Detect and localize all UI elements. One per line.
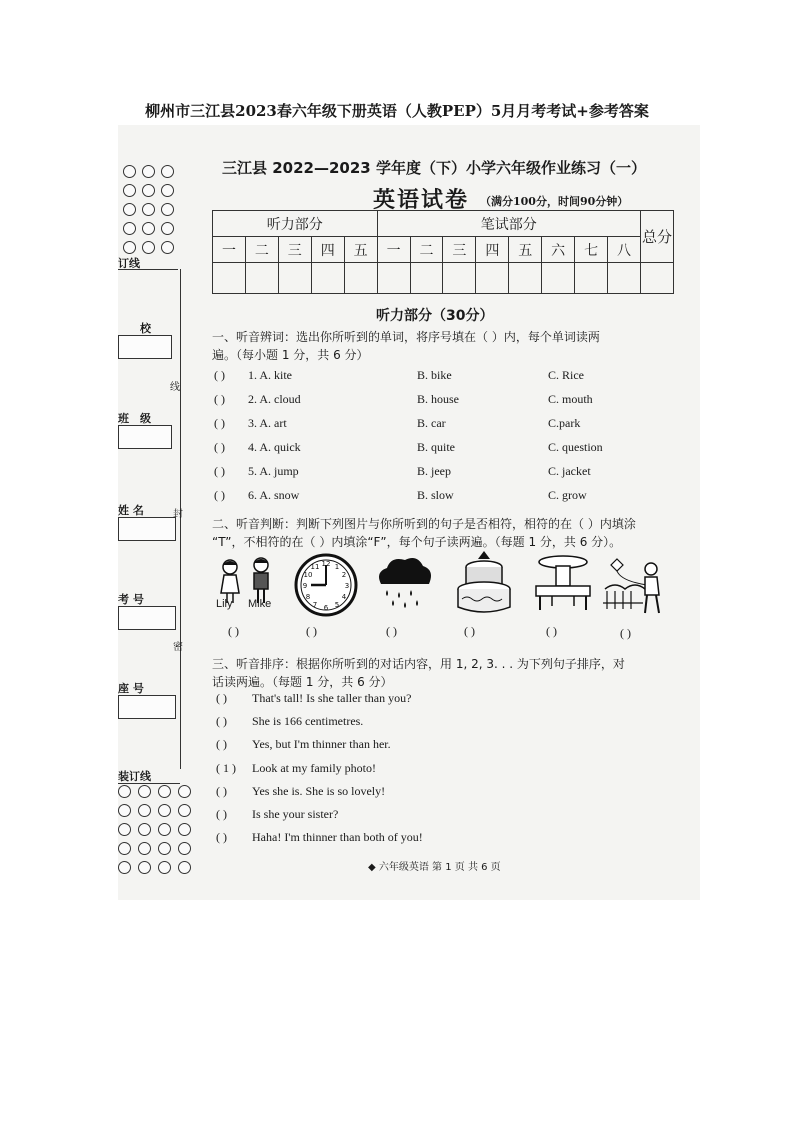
bubble xyxy=(178,842,191,855)
clock-picture xyxy=(293,552,359,618)
option-c: C. grow xyxy=(548,488,587,502)
xian-char: 线 xyxy=(170,382,180,393)
picture-answer-paren[interactable]: ( ) xyxy=(620,626,631,640)
bubble xyxy=(118,842,131,855)
bubble xyxy=(138,823,151,836)
picture-answer-paren[interactable]: ( ) xyxy=(386,624,397,638)
svg-text:7: 7 xyxy=(312,601,318,609)
dialogue-sentence: Look at my family photo! xyxy=(252,761,376,775)
bubble xyxy=(158,842,171,855)
part3-instruction-cont: 话读两遍。（每题 1 分，共 6 分） xyxy=(212,675,393,689)
option-b: B. jeep xyxy=(417,464,451,478)
name-label: 姓 名 xyxy=(118,504,144,517)
bubble xyxy=(118,861,131,874)
option-a: 4. A. quick xyxy=(248,440,301,454)
option-c: C. mouth xyxy=(548,392,593,406)
dialogue-sentence: Yes, but I'm thinner than her. xyxy=(252,737,391,751)
class-label-ban: 班 xyxy=(118,412,129,425)
svg-text:2: 2 xyxy=(341,571,347,579)
class-label: 级 xyxy=(140,412,151,425)
bubble xyxy=(178,823,191,836)
bubble xyxy=(161,165,174,178)
bubble xyxy=(138,861,151,874)
table-picture xyxy=(532,552,594,614)
bubble xyxy=(158,804,171,817)
dialogue-sentence: She is 166 centimetres. xyxy=(252,714,364,728)
bubble xyxy=(118,823,131,836)
bubble xyxy=(118,804,131,817)
option-a: 2. A. cloud xyxy=(248,392,301,406)
rain-cloud-picture xyxy=(373,552,435,614)
listening-col: 三 xyxy=(278,237,311,263)
answer-paren[interactable]: ( ) xyxy=(214,368,225,382)
scanned-exam-page xyxy=(118,125,700,900)
dialogue-sentence: Is she your sister? xyxy=(252,807,339,821)
score-cell[interactable] xyxy=(344,263,377,294)
written-col: 七 xyxy=(575,237,608,263)
score-cell[interactable] xyxy=(245,263,278,294)
page-footer: ◆ 六年级英语 第 1 页 共 6 页 xyxy=(368,862,501,873)
bubble xyxy=(142,203,155,216)
bubble xyxy=(161,184,174,197)
score-cell[interactable] xyxy=(608,263,641,294)
dialogue-sentence: That's tall! Is she taller than you? xyxy=(252,691,412,705)
man-kite-picture xyxy=(603,555,671,619)
bubble xyxy=(142,184,155,197)
option-c: C. jacket xyxy=(548,464,591,478)
name-field[interactable] xyxy=(118,517,176,541)
answer-paren[interactable]: ( ) xyxy=(214,440,225,454)
bubble xyxy=(123,184,136,197)
bubble xyxy=(142,165,155,178)
option-b: B. car xyxy=(417,416,446,430)
score-cell[interactable] xyxy=(278,263,311,294)
svg-text:1: 1 xyxy=(334,563,340,571)
top-bubble-grid xyxy=(123,165,172,254)
bubble xyxy=(138,785,151,798)
school-field[interactable] xyxy=(118,335,172,359)
answer-paren[interactable]: ( ) xyxy=(214,464,225,478)
score-cell[interactable] xyxy=(542,263,575,294)
score-cell[interactable] xyxy=(443,263,476,294)
birthday-cake-picture xyxy=(454,549,514,617)
binding-line-top xyxy=(118,269,178,270)
score-cell[interactable] xyxy=(640,263,673,294)
bubble xyxy=(161,222,174,235)
option-b: B. house xyxy=(417,392,459,406)
svg-text:8: 8 xyxy=(305,593,311,601)
part2-instruction: 二、听音判断：判断下列图片与你所听到的句子是否相符，相符的在（ ）内填涂 xyxy=(212,517,636,531)
part1-instruction-cont: 遍。（每小题 1 分，共 6 分） xyxy=(212,348,369,362)
total-header: 总分 xyxy=(640,211,673,263)
bubble xyxy=(123,222,136,235)
written-col: 八 xyxy=(608,237,641,263)
score-cell[interactable] xyxy=(410,263,443,294)
document-title: 柳州市三江县2023春六年级下册英语（人教PEP）5月月考考试+参考答案 xyxy=(145,102,649,120)
score-cell[interactable] xyxy=(476,263,509,294)
bubble xyxy=(161,241,174,254)
binding-line-label-top: 订线 xyxy=(118,257,140,270)
option-b: B. bike xyxy=(417,368,452,382)
written-col: 五 xyxy=(509,237,542,263)
order-paren[interactable]: ( ) xyxy=(216,714,227,728)
svg-text:9: 9 xyxy=(302,582,308,590)
svg-text:10: 10 xyxy=(303,571,313,579)
bubble xyxy=(178,804,191,817)
listening-col: 五 xyxy=(344,237,377,263)
seat-number-field[interactable] xyxy=(118,695,176,719)
exam-number-label: 考 号 xyxy=(118,593,144,606)
picture-answer-paren[interactable]: ( ) xyxy=(306,624,317,638)
written-col: 一 xyxy=(377,237,410,263)
svg-text:6: 6 xyxy=(323,604,329,612)
score-cell[interactable] xyxy=(575,263,608,294)
column-row xyxy=(213,237,674,263)
option-c: C.park xyxy=(548,416,581,430)
bubble xyxy=(138,842,151,855)
part3-instruction: 三、听音排序：根据你所听到的对话内容，用 1, 2, 3. . . 为下列句子排序，对 xyxy=(212,657,625,671)
bottom-bubble-grid xyxy=(118,785,189,874)
lily-label: Lily xyxy=(216,598,233,610)
answer-paren[interactable]: ( ) xyxy=(214,416,225,430)
order-paren[interactable]: ( ) xyxy=(216,807,227,821)
bubble xyxy=(161,203,174,216)
bubble xyxy=(158,861,171,874)
option-a: 5. A. jump xyxy=(248,464,299,478)
score-cell[interactable] xyxy=(509,263,542,294)
score-row xyxy=(213,263,674,294)
score-cell[interactable] xyxy=(213,263,246,294)
part2-instruction-cont: “T”，不相符的在（ ）内填涂“F”，每个句子读两遍。（每题 1 分，共 6 分）。 xyxy=(212,535,622,549)
binding-line-bottom xyxy=(118,783,180,784)
score-table xyxy=(212,210,674,294)
answer-paren[interactable]: ( ) xyxy=(214,392,225,406)
written-header: 笔试部分 xyxy=(377,211,640,237)
order-paren[interactable]: ( ) xyxy=(216,737,227,751)
bubble xyxy=(123,203,136,216)
bubble xyxy=(123,241,136,254)
mi-char: 密 xyxy=(173,642,183,653)
listening-col: 四 xyxy=(311,237,344,263)
svg-text:5: 5 xyxy=(334,601,340,609)
bubble xyxy=(142,241,155,254)
bubble xyxy=(158,823,171,836)
picture-answer-paren[interactable]: ( ) xyxy=(228,624,239,638)
score-cell[interactable] xyxy=(311,263,344,294)
option-b: B. slow xyxy=(417,488,454,502)
dialogue-sentence: Haha! I'm thinner than both of you! xyxy=(252,830,423,844)
answer-paren[interactable]: ( ) xyxy=(214,488,225,502)
part1-instruction: 一、听音辨词：选出你所听到的单词，将序号填在（ ）内，每个单词读两 xyxy=(212,330,600,344)
school-label: 校 xyxy=(140,322,151,335)
binding-line-label-bottom: 装订线 xyxy=(118,770,151,783)
svg-text:3: 3 xyxy=(344,582,350,590)
order-paren[interactable]: ( ) xyxy=(216,784,227,798)
bubble xyxy=(178,861,191,874)
svg-text:4: 4 xyxy=(341,593,347,601)
exam-subject-title: 英语试卷 xyxy=(373,187,470,213)
written-col: 四 xyxy=(476,237,509,263)
written-col: 六 xyxy=(542,237,575,263)
score-cell[interactable] xyxy=(377,263,410,294)
seat-number-label: 座 号 xyxy=(118,682,144,695)
bubble xyxy=(158,785,171,798)
option-c: C. question xyxy=(548,440,603,454)
picture-answer-paren[interactable]: ( ) xyxy=(464,624,475,638)
order-paren[interactable]: ( ) xyxy=(216,830,227,844)
listening-col: 二 xyxy=(245,237,278,263)
exam-header-title: 三江县 2022—2023 学年度（下）小学六年级作业练习（一） xyxy=(222,159,646,177)
option-a: 3. A. art xyxy=(248,416,287,430)
mike-label: Mike xyxy=(248,598,272,610)
written-col: 二 xyxy=(410,237,443,263)
order-paren[interactable]: ( 1 ) xyxy=(216,761,236,775)
picture-answer-paren[interactable]: ( ) xyxy=(546,624,557,638)
bubble xyxy=(178,785,191,798)
feng-char: 封 xyxy=(173,509,183,520)
option-c: C. Rice xyxy=(548,368,584,382)
exam-number-field[interactable] xyxy=(118,606,176,630)
exam-subject-note: （满分100分，时间90分钟） xyxy=(480,195,629,208)
option-b: B. quite xyxy=(417,440,455,454)
svg-text:12: 12 xyxy=(321,560,331,568)
listening-col: 一 xyxy=(213,237,246,263)
dialogue-sentence: Yes she is. She is so lovely! xyxy=(252,784,386,798)
listening-section-heading: 听力部分（30分） xyxy=(376,308,494,324)
bubble xyxy=(142,222,155,235)
option-a: 1. A. kite xyxy=(248,368,292,382)
written-col: 三 xyxy=(443,237,476,263)
bubble xyxy=(138,804,151,817)
order-paren[interactable]: ( ) xyxy=(216,691,227,705)
svg-text:11: 11 xyxy=(310,563,320,571)
option-a: 6. A. snow xyxy=(248,488,300,502)
listening-header: 听力部分 xyxy=(213,211,378,237)
class-field[interactable] xyxy=(118,425,172,449)
bubble xyxy=(123,165,136,178)
bubble xyxy=(118,785,131,798)
